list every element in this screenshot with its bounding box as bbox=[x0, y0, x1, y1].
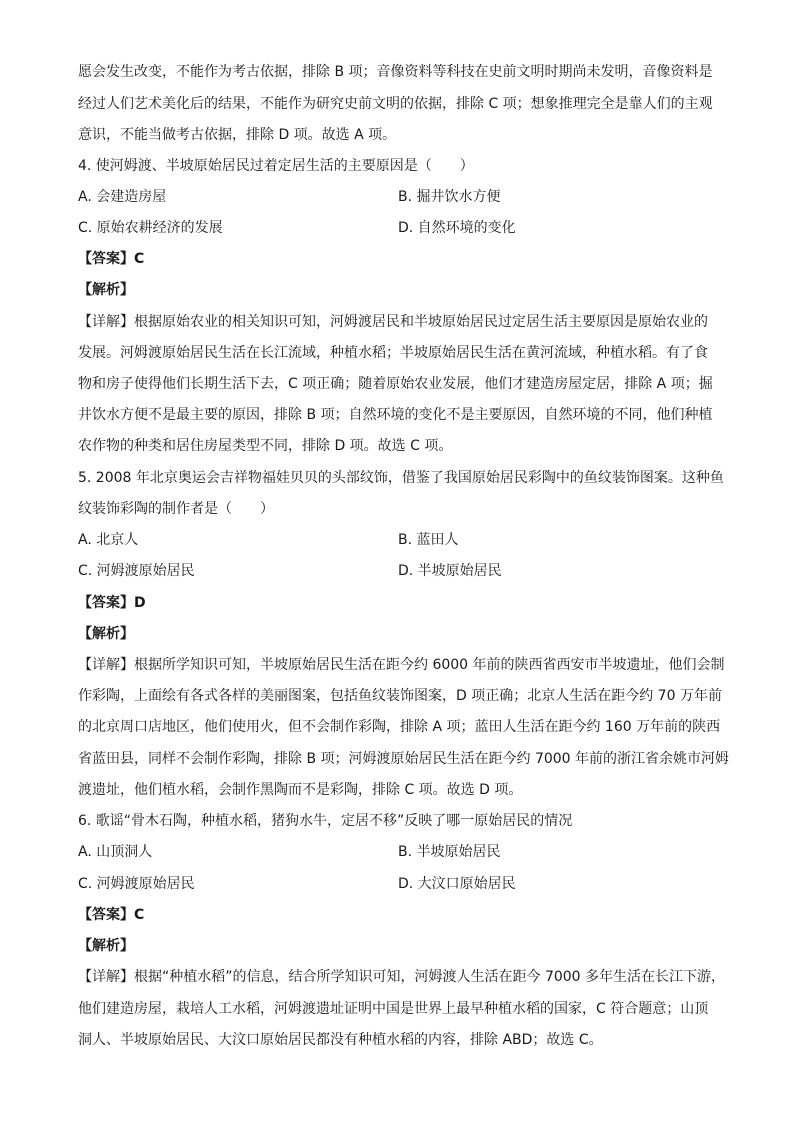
q6-question: 6. 歌谣“骨木石陶，种植水稻，猪狗水牛，定居不移”反映了哪一原始居民的情况 bbox=[78, 813, 573, 829]
intro-line-2: 经过人们艺术美化后的结果，不能作为研究史前文明的依据，排除 C 项；想象推理完全是靠人们的主观 bbox=[78, 96, 713, 112]
q4-question: 4. 使河姆渡、半坡原始居民过着定居生活的主要原因是（ ） bbox=[78, 158, 474, 174]
q6-answer: 【答案】C bbox=[78, 907, 145, 923]
q5-analysis-heading: 【解析】 bbox=[78, 626, 134, 642]
q5-detail-5: 渡遗址，他们植水稻，会制作黑陶而不是彩陶，排除 C 项。故选 D 项。 bbox=[78, 782, 523, 798]
q4-detail-4: 井饮水方便不是最主要的原因，排除 B 项；自然环境的变化不是主要原因，自然环境的不同，他们种植 bbox=[78, 407, 713, 423]
q5-detail-4: 省蓝田县，同样不会制作彩陶，排除 B 项；河姆渡原始居民生活在距今约 7000 年前的浙江省余姚市河姆 bbox=[78, 751, 730, 767]
q6-detail-1: 【详解】根据“种植水稻”的信息，结合所学知识可知，河姆渡人生活在距今 7000 多年生活在长江下游， bbox=[78, 969, 726, 985]
q4-option-a: A. 会建造房屋 bbox=[78, 189, 167, 205]
q6-option-a: A. 山顶洞人 bbox=[78, 844, 153, 860]
q5-question-line-2: 纹装饰彩陶的制作者是（ ） bbox=[78, 501, 274, 517]
q6-detail-2: 他们建造房屋，栽培人工水稻，河姆渡遗址证明中国是世界上最早种植水稻的国家，C 符合题意；山顶 bbox=[78, 1001, 709, 1017]
q4-option-b: B. 掘井饮水方便 bbox=[398, 189, 501, 205]
q4-answer: 【答案】C bbox=[78, 251, 145, 267]
q4-detail-3: 物和房子使得他们长期生活下去，C 项正确；随着原始农业发展，他们才建造房屋定居，排除 A 项；掘 bbox=[78, 376, 713, 392]
q4-option-d: D. 自然环境的变化 bbox=[398, 220, 516, 236]
q4-detail-5: 农作物的种类和居住房屋类型不同，排除 D 项。故选 C 项。 bbox=[78, 438, 453, 454]
q6-option-d: D. 大汶口原始居民 bbox=[398, 876, 516, 892]
q6-option-c: C. 河姆渡原始居民 bbox=[78, 876, 195, 892]
intro-line-3: 意识，不能当做考古依据，排除 D 项。故选 A 项。 bbox=[78, 127, 397, 143]
q5-option-c: C. 河姆渡原始居民 bbox=[78, 563, 195, 579]
q6-analysis-heading: 【解析】 bbox=[78, 938, 134, 954]
q5-question-line-1: 5. 2008 年北京奥运会吉祥物福娃贝贝的头部纹饰，借鉴了我国原始居民彩陶中的鱼纹装饰图案。这种鱼 bbox=[78, 470, 724, 486]
q5-option-d: D. 半坡原始居民 bbox=[398, 563, 502, 579]
q5-detail-2: 作彩陶，上面绘有各式各样的美丽图案，包括鱼纹装饰图案，D 项正确；北京人生活在距今约 70 万年前 bbox=[78, 688, 722, 704]
q4-analysis-heading: 【解析】 bbox=[78, 282, 134, 298]
q5-detail-3: 的北京周口店地区，他们使用火，但不会制作彩陶，排除 A 项；蓝田人生活在距今约 160 万年前的陕西 bbox=[78, 719, 721, 735]
q5-detail-1: 【详解】根据所学知识可知，半坡原始居民生活在距今约 6000 年前的陕西省西安市半坡遗址，他们会制 bbox=[78, 657, 725, 673]
q4-option-c: C. 原始农耕经济的发展 bbox=[78, 220, 223, 236]
q4-detail-1: 【详解】根据原始农业的相关知识可知，河姆渡居民和半坡原始居民过定居生活主要原因是原始农业的 bbox=[78, 314, 708, 330]
q5-option-a: A. 北京人 bbox=[78, 532, 139, 548]
q6-detail-3: 洞人、半坡原始居民、大汶口原始居民都没有种植水稻的内容，排除 ABD；故选 C。 bbox=[78, 1032, 603, 1048]
q4-detail-2: 发展。河姆渡原始居民生活在长江流域，种植水稻；半坡原始居民生活在黄河流域，种植水稻。有了食 bbox=[78, 345, 708, 361]
q6-option-b: B. 半坡原始居民 bbox=[398, 844, 501, 860]
q5-answer: 【答案】D bbox=[78, 595, 146, 611]
q5-option-b: B. 蓝田人 bbox=[398, 532, 459, 548]
intro-line-1: 愿会发生改变，不能作为考古依据，排除 B 项；音像资料等科技在史前文明时期尚未发明，音像资料是 bbox=[78, 64, 713, 80]
